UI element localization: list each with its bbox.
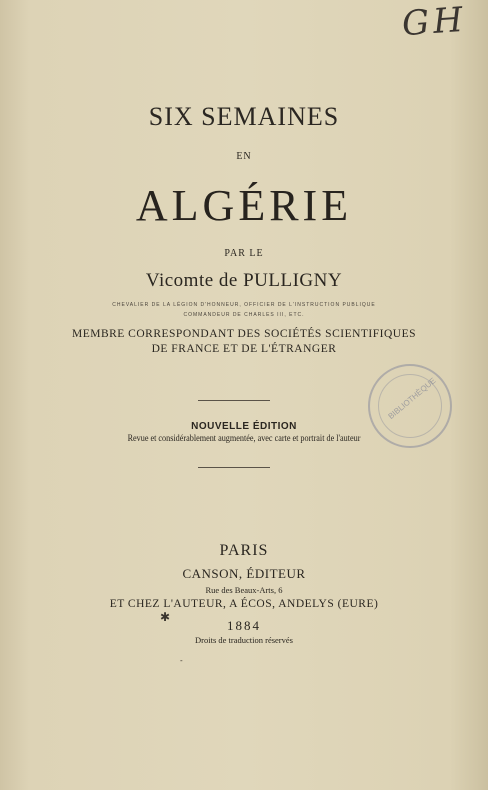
imprint-rights: Droits de traduction réservés	[195, 635, 293, 645]
divider-bottom	[198, 467, 270, 468]
title-main: ALGÉRIE	[135, 181, 353, 230]
title-line-1: SIX SEMAINES	[148, 102, 340, 131]
divider-top	[198, 400, 270, 401]
stamp-text: BIBLIOTHÈQUE	[386, 376, 438, 421]
ink-dash: -	[180, 656, 183, 665]
imprint-co-publisher: ET CHEZ L'AUTEUR, A ÉCOS, ANDELYS (EURE)	[109, 598, 379, 610]
author-prefix: PAR LE	[224, 248, 264, 259]
title-line-2: EN	[236, 151, 252, 162]
imprint-publisher: CANSON, ÉDITEUR	[182, 566, 306, 581]
imprint-city: PARIS	[219, 542, 269, 559]
author-honors-1: CHEVALIER DE LA LÉGION D'HONNEUR, OFFICIER DE L'INSTRUCTION PUBLIQUE	[112, 302, 376, 308]
author-membership-2: DE FRANCE ET DE L'ÉTRANGER	[151, 343, 337, 355]
ink-blot: ✱	[160, 610, 171, 624]
library-stamp	[368, 364, 452, 448]
author-membership-1: MEMBRE CORRESPONDANT DES SOCIÉTÉS SCIENTIFIQUES	[71, 328, 417, 340]
handwritten-shelfmark: GH	[400, 0, 469, 45]
edition-label: NOUVELLE ÉDITION	[191, 421, 297, 432]
author-honors-2: COMMANDEUR DE CHARLES III, ETC.	[183, 312, 305, 318]
edition-description: Revue et considérablement augmentée, avec carte et portrait de l'auteur	[127, 434, 361, 444]
imprint-year: 1884	[227, 618, 261, 633]
imprint-address: Rue des Beaux-Arts, 6	[205, 585, 283, 595]
author-name: Vicomte de PULLIGNY	[145, 270, 343, 291]
